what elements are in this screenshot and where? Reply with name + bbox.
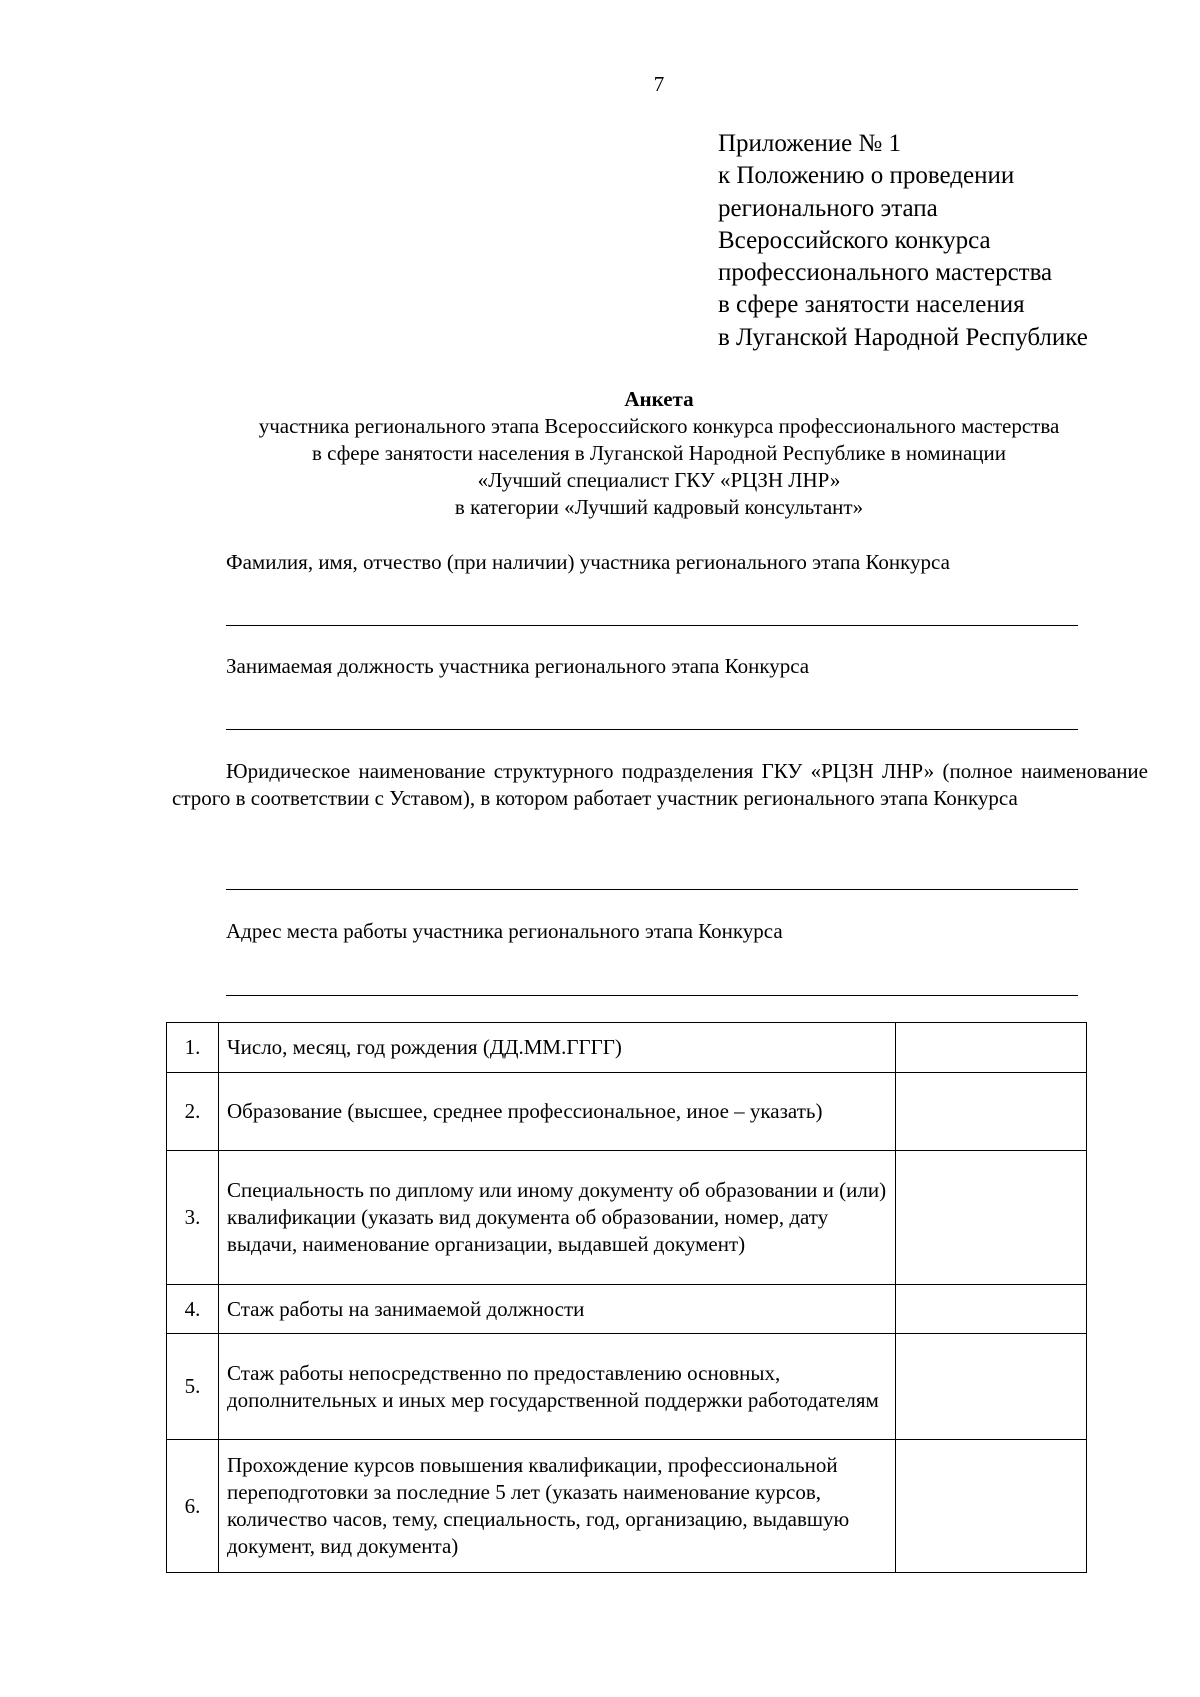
appendix-line: регионального этапа <box>718 194 938 222</box>
appendix-line: Всероссийского конкурса <box>718 226 991 254</box>
appendix-line: в сфере занятости населения <box>718 291 1025 319</box>
table-row <box>167 1285 1087 1334</box>
subdivision-name-label: Юридическое наименование структурного подразделения ГКУ «РЦЗН ЛНР» (полное наименование строго в соответствии с Уставом), в котором работает участник регионального этапа Конкурса <box>172 759 1148 810</box>
row-text: Специальность по диплому или иному документу об образовании и (или) квалификации (указать вид документа об образовании, номер, дату выдачи, наименование организации, выдавшей документ) <box>219 1151 896 1285</box>
subdivision-name-field[interactable] <box>226 889 1078 890</box>
appendix-line: Приложение № 1 <box>718 130 902 157</box>
full-name-label: Фамилия, имя, отчество (при наличии) участника регионального этапа Конкурса <box>226 550 950 574</box>
row-value-cell[interactable] <box>896 1334 1087 1440</box>
form-subtitle-line: участника регионального этапа Всероссийского конкурса профессионального мастерства <box>258 414 1060 438</box>
form-title: Анкета <box>624 387 694 411</box>
row-text: Стаж работы непосредственно по предоставлению основных, дополнительных и иных мер государственной поддержки работодателям <box>219 1334 896 1440</box>
appendix-header <box>718 128 1088 354</box>
row-text: Образование (высшее, среднее профессиональное, иное – указать) <box>219 1073 896 1151</box>
page-number: 7 <box>653 72 665 96</box>
position-field[interactable] <box>226 729 1078 730</box>
form-subtitle-line: в сфере занятости населения в Луганской Народной Республике в номинации <box>311 441 1007 465</box>
appendix-line: профессионального мастерства <box>718 259 1053 287</box>
row-value-cell[interactable] <box>896 1440 1087 1573</box>
row-number: 4. <box>167 1285 219 1334</box>
row-text: Стаж работы на занимаемой должности <box>219 1285 896 1334</box>
row-text: Прохождение курсов повышения квалификации, профессиональной переподготовки за последние 5 лет (указать наименование курсов, количество часов, тему, специальность, год, организацию, выдавшую документ, вид документа) <box>219 1440 896 1573</box>
table-row <box>167 1440 1087 1573</box>
appendix-line: в Луганской Народной Республике <box>718 323 1088 351</box>
row-value-cell[interactable] <box>896 1073 1087 1151</box>
position-label: Занимаемая должность участника регионального этапа Конкурса <box>226 654 810 678</box>
row-value-cell[interactable] <box>896 1285 1087 1334</box>
row-value-cell[interactable] <box>896 1023 1087 1073</box>
work-address-label: Адрес места работы участника регионального этапа Конкурса <box>226 919 783 943</box>
row-number: 1. <box>167 1023 219 1073</box>
form-subtitle-line: в категории «Лучший кадровый консультант» <box>454 495 864 519</box>
info-table <box>166 1022 1087 1573</box>
row-number: 2. <box>167 1073 219 1151</box>
appendix-line: к Положению о проведении <box>718 162 1015 190</box>
table-row <box>167 1334 1087 1440</box>
work-address-field[interactable] <box>226 995 1078 996</box>
form-title-block <box>0 386 1200 521</box>
table-row <box>167 1073 1087 1151</box>
row-number: 3. <box>167 1151 219 1285</box>
table-row <box>167 1151 1087 1285</box>
row-number: 6. <box>167 1440 219 1573</box>
table-row <box>167 1023 1087 1073</box>
form-subtitle-line: «Лучший специалист ГКУ «РЦЗН ЛНР» <box>477 468 841 492</box>
row-number: 5. <box>167 1334 219 1440</box>
row-value-cell[interactable] <box>896 1151 1087 1285</box>
full-name-field[interactable] <box>226 625 1078 626</box>
row-text: Число, месяц, год рождения (ДД.ММ.ГГГГ) <box>219 1023 896 1073</box>
